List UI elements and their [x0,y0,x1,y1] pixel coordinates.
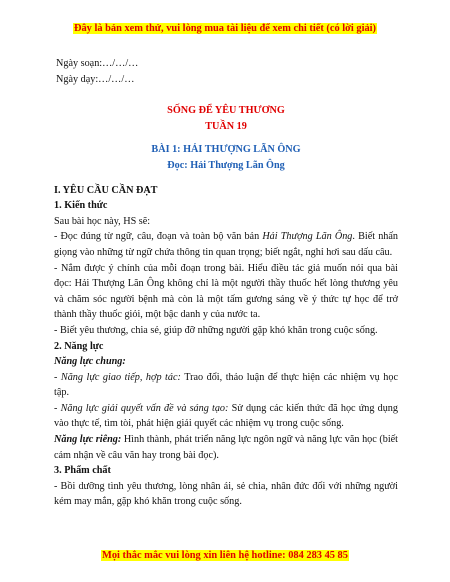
hotline-banner [0,545,450,563]
hotline-text: Mọi thắc mắc vui lòng xin liên hệ hotline: 084 283 45 85 [102,550,348,561]
heading-knowledge: 1. Kiến thức [54,200,108,212]
document-body [54,56,398,510]
intro-text: Sau bài học này, HS sẽ: [54,215,151,227]
teaching-date: Ngày dạy:…/…/… [56,73,135,85]
preview-notice-text: Đây là bản xem thử, vui lòng mua tài liệu để xem chi tiết (có lời giải) [73,23,377,34]
knowledge-item-1: - Đọc đúng từ ngữ, câu, đoạn và toàn bộ văn bản Hải Thượng Lãn Ông. Biết nhấn giọng vào những từ ngữ chứa thông tin quan trọng; biết ngắt, nghỉ hơi sau dấu câu. [54,231,399,258]
lesson-title: BÀI 1: HẢI THƯỢNG LÃN ÔNG [151,144,301,156]
heading-quality: 3. Phẩm chất [54,465,111,477]
section-heading-requirements: I. YÊU CẦU CẦN ĐẠT [54,184,158,196]
specific-ability: Năng lực riêng: Hình thành, phát triển năng lực ngôn ngữ và năng lực văn học (biết cảm nhận về câu văn hay trong bài đọc). [54,434,399,461]
preparation-date: Ngày soạn:…/…/… [56,58,139,69]
topic-title: SỐNG ĐỂ YÊU THƯƠNG [167,105,285,117]
quality-item-1: - Bồi dưỡng tình yêu thương, lòng nhân ái, sẻ chia, nhân đức đối với những người kém may mắn, gặp khó khăn trong cuộc sống. [54,480,398,508]
heading-ability: 2. Năng lực [54,340,104,352]
ability-item-1: - Năng lực giao tiếp, hợp tác: Trao đổi, thảo luận để thực hiện các nhiệm vụ học tập. [54,371,398,399]
preview-notice-banner [0,18,450,36]
week-title: TUẦN 19 [205,120,247,132]
general-ability-label: Năng lực chung: [54,356,126,368]
ability-item-2: - Năng lực giải quyết vấn đề và sáng tạo: Sử dụng các kiến thức đã học ứng dụng vào thực tế, tìm tòi, phát hiện giải quyết các nhiệm vụ trong cuộc sống. [54,402,398,430]
knowledge-item-2: - Nắm được ý chính của mỗi đoạn trong bài. Hiểu điều tác giả muốn nói qua bài đọc: Hải Thượng Lãn Ông không chỉ là một người thầy thuốc hết lòng thương yêu và chăm sóc người bệnh mà còn là một tấm gương sáng về ý thức tự học để trở thành thầy thuốc giỏi, một bậc danh y của nước ta. [54,262,398,321]
reading-title: Đọc: Hải Thượng Lãn Ông [167,159,285,171]
knowledge-item-3: - Biết yêu thương, chia sẻ, giúp đỡ những người gặp khó khăn trong cuộc sống. [54,324,378,336]
